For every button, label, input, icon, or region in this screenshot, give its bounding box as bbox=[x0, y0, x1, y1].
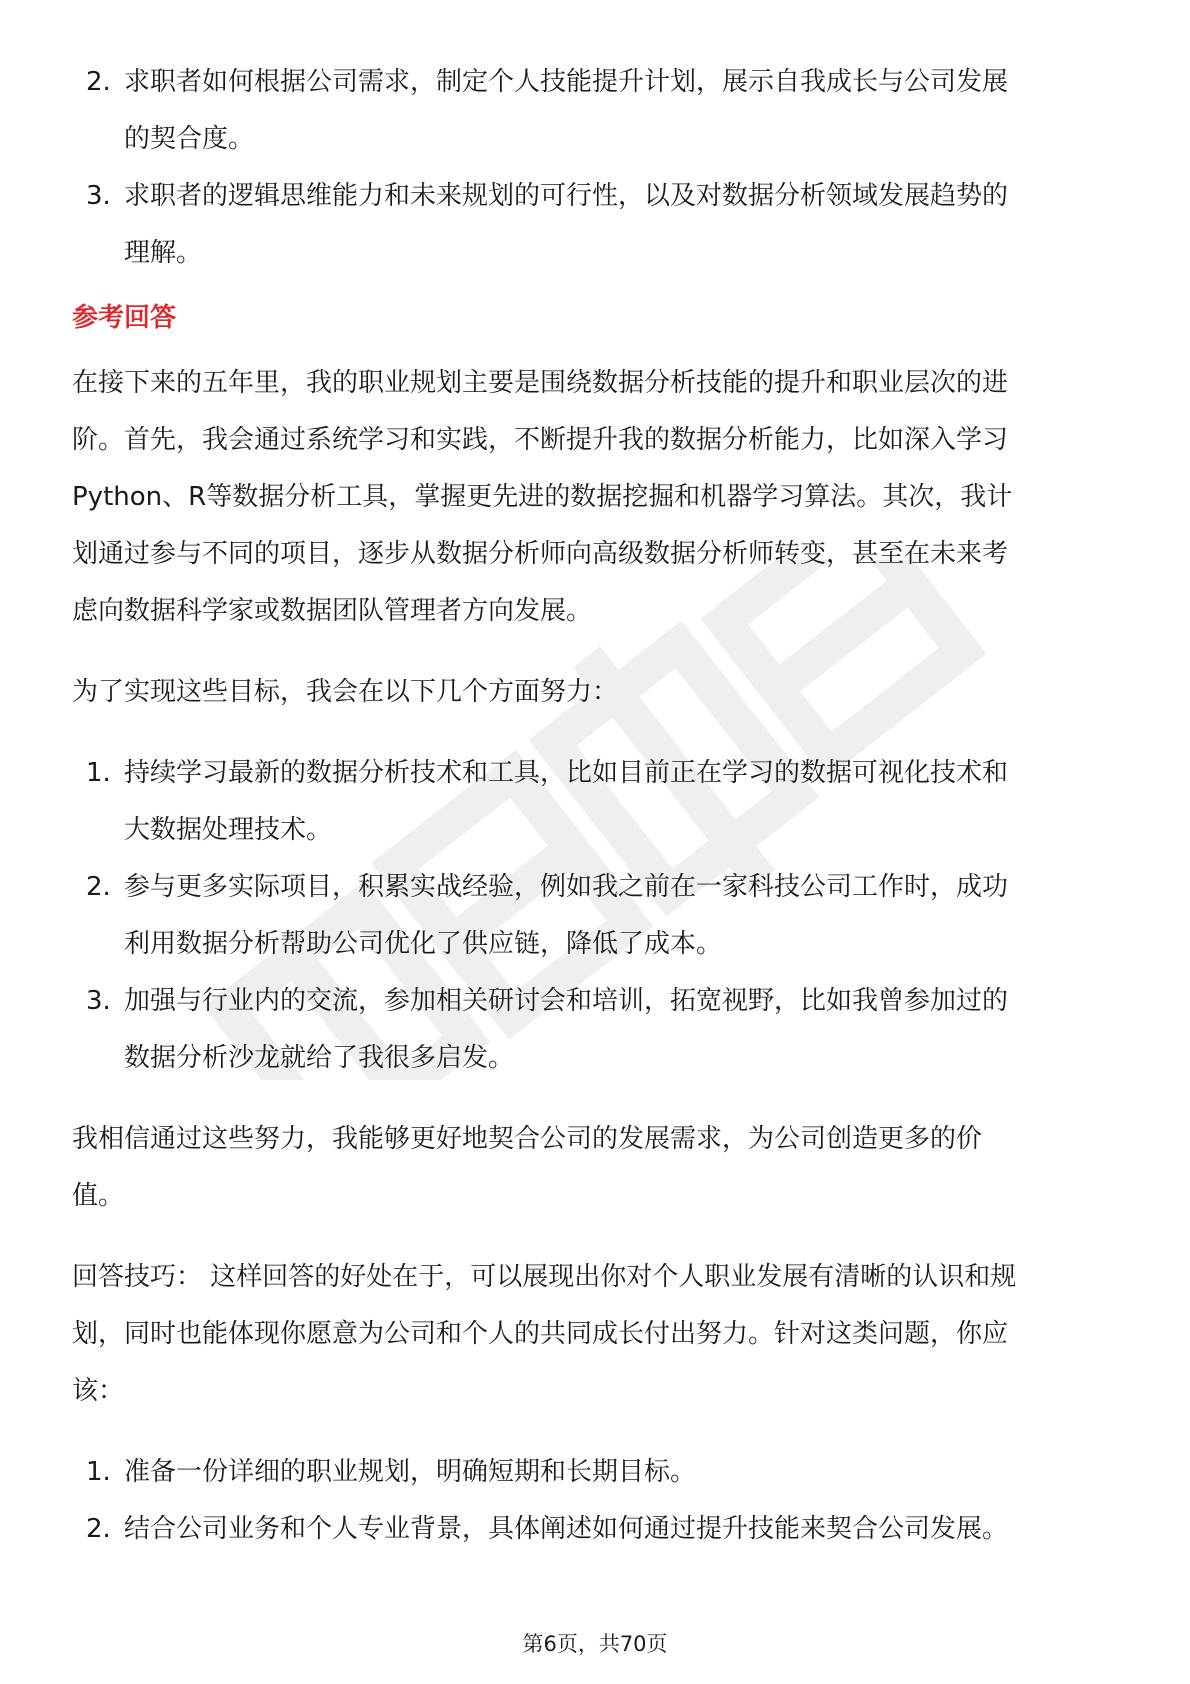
paragraph-line: 划，同时也能体现你愿意为公司和个人的共同成长付出努力。针对这类问题，你应 bbox=[72, 1319, 1009, 1349]
paragraph-line: 我相信通过这些努力，我能够更好地契合公司的发展需求，为公司创造更多的价 bbox=[72, 1124, 983, 1154]
list-text-line: 的契合度。 bbox=[124, 124, 255, 154]
conclusion-paragraph bbox=[72, 1111, 1122, 1225]
document-page bbox=[72, 54, 1122, 1558]
paragraph-line: 阶。首先，我会通过系统学习和实践，不断提升我的数据分析能力，比如深入学习 bbox=[72, 425, 1009, 455]
list-number: 3. bbox=[86, 986, 111, 1016]
list-text-line: 结合公司业务和个人专业背景，具体阐述如何通过提升技能来契合公司发展。 bbox=[124, 1514, 1009, 1544]
section-heading: 参考回答 bbox=[72, 303, 177, 333]
list-text-line: 求职者如何根据公司需求，制定个人技能提升计划，展示自我成长与公司发展 bbox=[124, 67, 1009, 97]
paragraph-line: 该： bbox=[72, 1376, 125, 1406]
paragraph-line: Python、R等数据分析工具，掌握更先进的数据挖掘和机器学习算法。其次，我计 bbox=[72, 482, 1013, 512]
tips-paragraph bbox=[72, 1249, 1122, 1420]
paragraph-line: 回答技巧： 这样回答的好处在于，可以展现出你对个人职业发展有清晰的认识和规 bbox=[72, 1262, 1017, 1292]
list-item bbox=[72, 859, 1122, 973]
list-item bbox=[72, 54, 1122, 168]
list-text-line: 数据分析沙龙就给了我很多启发。 bbox=[124, 1043, 515, 1073]
list-text-line: 求职者的逻辑思维能力和未来规划的可行性，以及对数据分析领域发展趋势的 bbox=[124, 181, 1009, 211]
list-number: 2. bbox=[86, 67, 111, 97]
tips-list bbox=[72, 1444, 1122, 1558]
list-text-line: 加强与行业内的交流，参加相关研讨会和培训，拓宽视野，比如我曾参加过的 bbox=[124, 986, 1009, 1016]
list-number: 1. bbox=[86, 1457, 111, 1487]
efforts-intro: 为了实现这些目标，我会在以下几个方面努力： bbox=[72, 677, 619, 707]
list-item bbox=[72, 168, 1122, 282]
list-number: 1. bbox=[86, 758, 111, 788]
page-footer: 第6页，共70页 bbox=[522, 1632, 668, 1656]
list-text-line: 参与更多实际项目，积累实战经验，例如我之前在一家科技公司工作时，成功 bbox=[124, 872, 1009, 902]
paragraph-line: 在接下来的五年里，我的职业规划主要是围绕数据分析技能的提升和职业层次的进 bbox=[72, 368, 1009, 398]
list-text-line: 准备一份详细的职业规划，明确短期和长期目标。 bbox=[124, 1457, 697, 1487]
paragraph-line: 虑向数据科学家或数据团队管理者方向发展。 bbox=[72, 596, 593, 626]
intro-list bbox=[72, 54, 1122, 282]
paragraph-line: 划通过参与不同的项目，逐步从数据分析师向高级数据分析师转变，甚至在未来考 bbox=[72, 539, 1009, 569]
list-text-line: 大数据处理技术。 bbox=[124, 815, 333, 845]
list-number: 2. bbox=[86, 872, 111, 902]
list-text-line: 理解。 bbox=[124, 238, 203, 268]
list-number: 2. bbox=[86, 1514, 111, 1544]
list-text-line: 利用数据分析帮助公司优化了供应链，降低了成本。 bbox=[124, 929, 723, 959]
answer-paragraph bbox=[72, 355, 1122, 640]
list-item bbox=[72, 973, 1122, 1087]
list-item bbox=[72, 1501, 1122, 1558]
efforts-list bbox=[72, 745, 1122, 1087]
list-item bbox=[72, 745, 1122, 859]
paragraph-line: 值。 bbox=[72, 1181, 125, 1211]
list-text-line: 持续学习最新的数据分析技术和工具，比如目前正在学习的数据可视化技术和 bbox=[124, 758, 1009, 788]
list-item bbox=[72, 1444, 1122, 1501]
list-number: 3. bbox=[86, 181, 111, 211]
